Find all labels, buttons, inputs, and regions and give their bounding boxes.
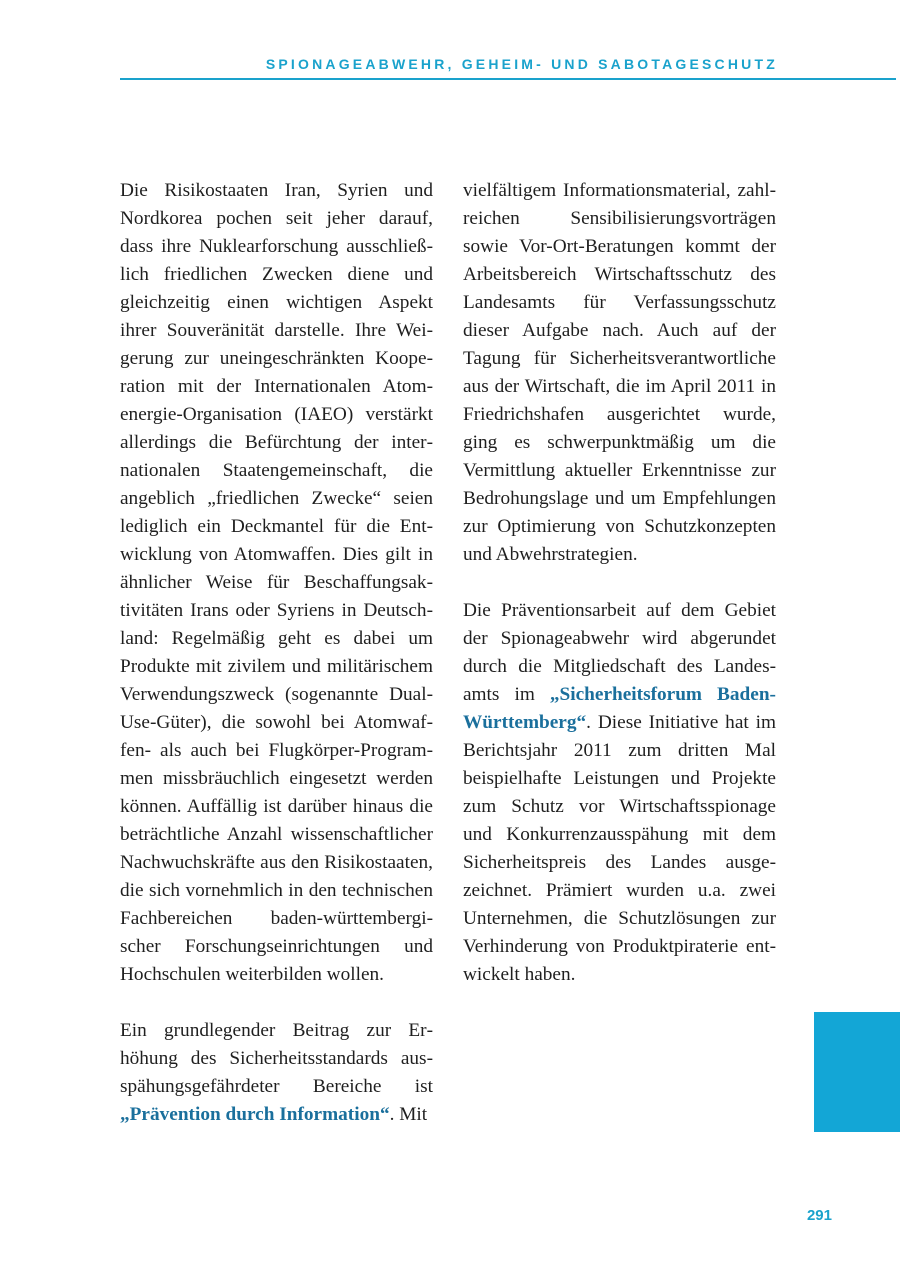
highlight-sicherheitsforum: „Sicherheitsforum Baden-Württemberg“ <box>463 684 776 733</box>
running-header-title: SPIONAGEABWEHR, GEHEIM- UND SABOTAGESCHUTZ <box>265 56 778 72</box>
chapter-side-tab <box>814 1012 900 1132</box>
left-paragraph-1: Die Risikostaaten Iran, Syrien und Nordkorea pochen seit jeher darauf, dass ihre Nuklearforschung ausschließlich friedlichen Zwecken diene und gleichzeitig einen wichtigen Aspekt ihrer Souveränität darstelle. Ihre Weigerung zur uneingeschränkten Kooperation mit der Internationalen Atomenergie-Organisation (IAEO) verstärkt allerdings die Befürchtung der internationalen Staatengemeinschaft, die angeblich „friedlichen Zwecke“ seien lediglich ein Deckmantel für die Entwicklung von Atomwaffen. Dies gilt in ähnlicher Weise für Beschaffungsaktivitäten Irans oder Syriens in Deutschland: Regelmäßig geht es dabei um Produkte mit zivilem und militärischem Verwendungszweck (sogenannte Dual-Use-Güter), die sowohl bei Atomwaffen- als auch bei Flugkörper-Programmen missbräuchlich eingesetzt werden können. Auffällig ist darüber hinaus die beträchtliche Anzahl wissenschaftlicher Nachwuchskräfte aus den Risikostaaten, die sich vornehmlich in den technischen Fachbereichen baden-württembergischer Forschungseinrichtungen und Hochschulen weiterbilden wollen. <box>120 180 433 985</box>
right-text-column <box>463 177 776 1017</box>
right-paragraph-1: vielfältigem Informationsmaterial, zahlreichen Sensibilisierungsvorträgen sowie Vor-Ort-Beratungen kommt der Arbeitsbereich Wirtschaftsschutz des Landesamts für Verfassungsschutz dieser Aufgabe nach. Auch auf der Tagung für Sicherheitsverantwortliche aus der Wirtschaft, die im April 2011 in Friedrichshafen ausgerichtet wurde, ging es schwerpunktmäßig um die Vermittlung aktueller Erkenntnisse zur Bedrohungslage und um Empfehlungen zur Optimierung von Schutzkonzepten und Abwehrstrategien. <box>463 180 776 565</box>
header-rule <box>120 78 896 80</box>
left-paragraph-2-text: Ein grundlegender Beitrag zur Erhöhung des Sicherheitsstandards ausspähungsgefährdeter Bereiche ist <box>120 1020 433 1097</box>
left-paragraph-2-tail: . Mit <box>389 1104 428 1125</box>
right-paragraph-2-text: Die Präventionsarbeit auf dem Gebiet der Spionageabwehr wird abgerundet durch die Mitgliedschaft des Landesamts im <box>463 600 776 705</box>
right-paragraph-2 <box>463 597 776 989</box>
highlight-praevention-durch-information: „Prävention durch Information“ <box>120 1104 390 1125</box>
right-paragraph-2-tail: . Diese Initiative hat im Berichtsjahr 2011 zum dritten Mal beispielhafte Leistungen und Projekte zum Schutz vor Wirtschaftsspionage und Konkurrenzausspähung mit dem Sicherheitspreis des Landes ausgezeichnet. Prämiert wurden u.a. zwei Unternehmen, die Schutzlösungen zur Verhinderung von Produktpiraterie entwickelt haben. <box>463 712 776 985</box>
page-number: 291 <box>806 1207 832 1224</box>
left-text-column <box>120 177 433 1157</box>
left-paragraph-2 <box>120 1017 433 1129</box>
